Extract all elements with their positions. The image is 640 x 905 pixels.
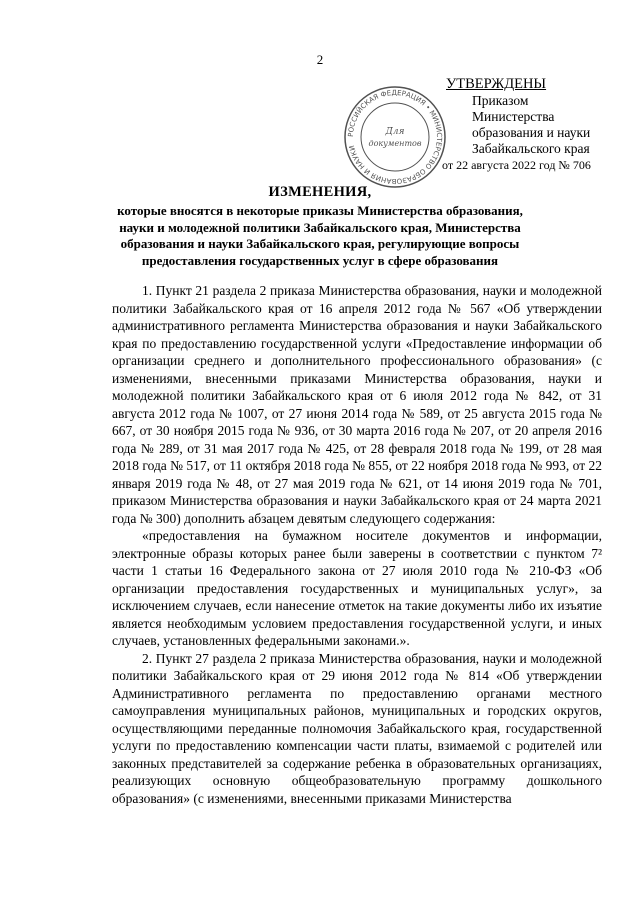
approval-line-1: Приказом Министерства — [472, 93, 555, 124]
paragraph-3: 2. Пункт 27 раздела 2 приказа Министерства образования, науки и молодежной политики Забайкальского края от 29 июня 2012 года № 814 «Об утверждении Административного регламента по предоставлению органами местного самоуправления муниципальных районов, муниципальных и городских округов, осуществляющими переданные полномочия Забайкальского края, государственной услуги по предоставлению компенсации части платы, взимаемой с родителей или законных представителей за содержание ребенка в образовательных организациях, реализующих основную общеобразовательную программу дошкольного образования» (с изменениями, внесенными приказами Министерства — [112, 650, 602, 806]
paragraph-2: «предоставления на бумажном носителе документов и информации, электронные образы которых ранее были заверены в соответствии с пунктом 7² части 1 статьи 16 Федерального закона от 27 июля 2010 года № 210-ФЗ «Об организации предоставления государственных и муниципальных услуг», за исключением случаев, если нанесение отметок на такие документы либо их изъятие является необходимым условием предоставления государственной услуги, и иных случаев, установленных федеральными законами.». — [112, 528, 602, 648]
approval-block — [410, 76, 610, 173]
document-heading — [110, 184, 530, 269]
approval-line-3: Забайкальского края — [472, 141, 590, 156]
paragraph-1: 1. Пункт 21 раздела 2 приказа Министерства образования, науки и молодежной политики Забайкальского края от 16 апреля 2012 года № 567 «Об утверждении административного регламента Министерства образования и науки Забайкальского края по предоставлению государственной услуги «Предоставление информации об организации среднего и дополнительного профессионального образования» (с изменениями, внесенными приказами Министерства образования, науки и молодежной политики Забайкальского края от 6 июля 2012 года № 842, от 31 августа 2012 года № 1007, от 27 июня 2014 года № 589, от 25 августа 2015 года № 667, от 30 ноября 2015 года № 936, от 30 марта 2016 года № 207, от 20 апреля 2016 года № 289, от 31 мая 2017 года № 425, от 28 февраля 2018 года № 199, от 28 мая 2018 года № 517, от 11 октября 2018 года № 855, от 22 ноября 2018 года № 993, от 22 января 2019 года № 48, от 27 мая 2019 года № 621, от 14 июня 2019 года № 701, приказом Министерства образования и науки Забайкальского края от 24 марта 2021 года № 300) дополнить абзацем девятым следующего содержания: — [112, 283, 602, 526]
seal-center-text-2: документов — [368, 139, 422, 148]
seal-center-text-1: Для — [385, 127, 405, 137]
document-body — [112, 282, 602, 807]
page-number: 2 — [316, 52, 324, 67]
seal-ring-text: РОССИЙСКАЯ ФЕДЕРАЦИЯ • МИНИСТЕРСТВО ОБРАЗОВАНИЯ И НАУКИ — [346, 88, 444, 186]
heading-main: ИЗМЕНЕНИЯ, — [268, 184, 372, 200]
approval-line-4: от 22 августа 2022 год № 706 — [442, 158, 591, 172]
heading-subtitle: которые вносятся в некоторые приказы Министерства образования, науки и молодежной политики Забайкальского края, Министерства образования и науки Забайкальского края, регулирующие вопросы предоставления государственных услуг в сфере образования — [117, 203, 523, 268]
approval-line-2: образования и науки — [472, 125, 591, 140]
approval-title: УТВЕРЖДЕНЫ — [446, 76, 547, 92]
